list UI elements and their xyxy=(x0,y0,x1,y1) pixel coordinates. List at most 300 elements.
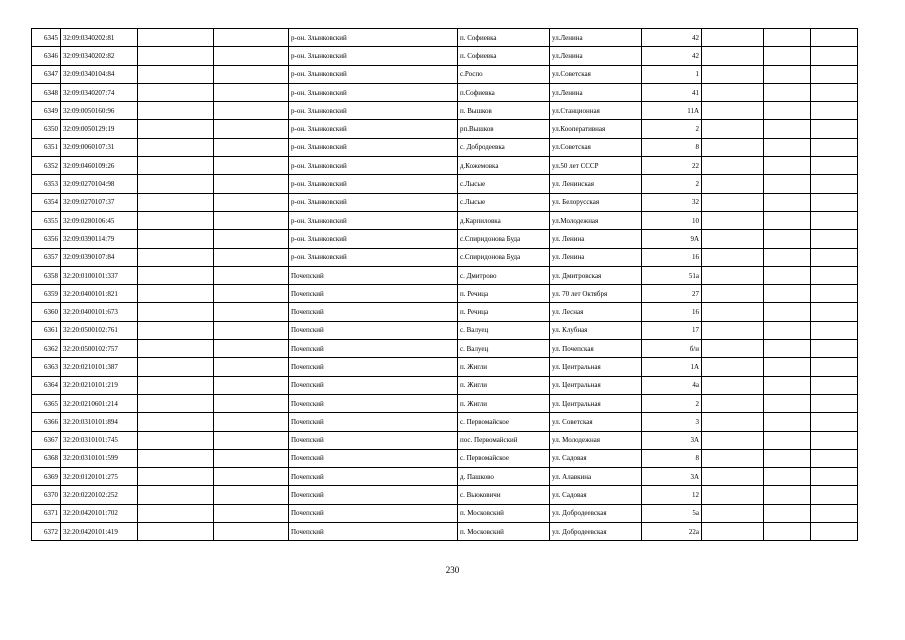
empty-cell xyxy=(702,449,764,467)
empty-cell xyxy=(702,230,764,248)
cadastral-number-cell: 32:20:0100101:337 xyxy=(61,266,138,284)
table-row xyxy=(32,449,858,467)
empty-cell xyxy=(214,376,289,394)
empty-cell xyxy=(138,230,214,248)
table-row xyxy=(32,413,858,431)
empty-cell xyxy=(138,486,214,504)
empty-cell xyxy=(138,468,214,486)
cadastral-number-cell: 32:20:0310101:745 xyxy=(61,431,138,449)
row-number-cell: 6355 xyxy=(32,211,61,229)
empty-cell xyxy=(764,157,811,175)
empty-cell xyxy=(811,248,858,266)
empty-cell xyxy=(702,65,764,83)
house-number-cell: 2 xyxy=(642,175,702,193)
empty-cell xyxy=(214,394,289,412)
empty-cell xyxy=(138,303,214,321)
table-row xyxy=(32,248,858,266)
house-number-cell: 51а xyxy=(642,266,702,284)
empty-cell xyxy=(764,193,811,211)
cadastral-number-cell: 32:20:0310101:599 xyxy=(61,449,138,467)
empty-cell xyxy=(138,248,214,266)
empty-cell xyxy=(214,83,289,101)
empty-cell xyxy=(138,211,214,229)
locality-cell: п. Речица xyxy=(458,285,550,303)
locality-cell: д.Кожемовка xyxy=(458,157,550,175)
empty-cell xyxy=(811,468,858,486)
district-cell: р-он. Злынковский xyxy=(289,193,458,211)
cadastral-number-cell: 32:20:0420101:419 xyxy=(61,523,138,541)
street-cell: ул. Добродеевская xyxy=(550,523,642,541)
table-row xyxy=(32,431,858,449)
empty-cell xyxy=(702,248,764,266)
empty-cell xyxy=(811,175,858,193)
locality-cell: п. Жигли xyxy=(458,358,550,376)
cadastral-number-cell: 32:09:0340207:74 xyxy=(61,83,138,101)
registry-table xyxy=(31,28,858,541)
empty-cell xyxy=(702,29,764,47)
street-cell: ул.Ленина xyxy=(550,83,642,101)
row-number-cell: 6347 xyxy=(32,65,61,83)
cadastral-number-cell: 32:20:0500102:761 xyxy=(61,321,138,339)
cadastral-number-cell: 32:09:0390114:79 xyxy=(61,230,138,248)
locality-cell: с. Первомайское xyxy=(458,449,550,467)
empty-cell xyxy=(764,376,811,394)
house-number-cell: 4а xyxy=(642,376,702,394)
street-cell: ул. Ленинская xyxy=(550,175,642,193)
district-cell: Почепский xyxy=(289,376,458,394)
empty-cell xyxy=(214,266,289,284)
empty-cell xyxy=(214,102,289,120)
district-cell: Почепский xyxy=(289,486,458,504)
locality-cell: рп.Вышков xyxy=(458,120,550,138)
cadastral-number-cell: 32:20:0420101:702 xyxy=(61,504,138,522)
table-row xyxy=(32,83,858,101)
empty-cell xyxy=(702,47,764,65)
empty-cell xyxy=(764,523,811,541)
empty-cell xyxy=(764,431,811,449)
cadastral-number-cell: 32:09:0280106:45 xyxy=(61,211,138,229)
street-cell: ул.Советская xyxy=(550,65,642,83)
cadastral-number-cell: 32:09:0460109:26 xyxy=(61,157,138,175)
district-cell: р-он. Злынковский xyxy=(289,175,458,193)
empty-cell xyxy=(702,376,764,394)
table-row xyxy=(32,266,858,284)
street-cell: ул. Садовая xyxy=(550,449,642,467)
empty-cell xyxy=(764,266,811,284)
table-row xyxy=(32,321,858,339)
house-number-cell: 8 xyxy=(642,138,702,156)
empty-cell xyxy=(214,504,289,522)
locality-cell: п. Московский xyxy=(458,504,550,522)
cadastral-number-cell: 32:09:0390107:84 xyxy=(61,248,138,266)
row-number-cell: 6361 xyxy=(32,321,61,339)
empty-cell xyxy=(214,285,289,303)
district-cell: Почепский xyxy=(289,340,458,358)
district-cell: Почепский xyxy=(289,303,458,321)
house-number-cell: 42 xyxy=(642,47,702,65)
table-row xyxy=(32,47,858,65)
house-number-cell: 16 xyxy=(642,303,702,321)
row-number-cell: 6369 xyxy=(32,468,61,486)
locality-cell: с.Лысые xyxy=(458,175,550,193)
empty-cell xyxy=(214,65,289,83)
street-cell: ул.Ленина xyxy=(550,29,642,47)
locality-cell: п. Вышков xyxy=(458,102,550,120)
street-cell: ул. Дмитровская xyxy=(550,266,642,284)
empty-cell xyxy=(138,157,214,175)
street-cell: ул. Садовая xyxy=(550,486,642,504)
empty-cell xyxy=(811,211,858,229)
cadastral-number-cell: 32:09:0340202:82 xyxy=(61,47,138,65)
district-cell: р-он. Злынковский xyxy=(289,83,458,101)
cadastral-number-cell: 32:20:0210101:219 xyxy=(61,376,138,394)
empty-cell xyxy=(214,230,289,248)
empty-cell xyxy=(811,157,858,175)
empty-cell xyxy=(214,211,289,229)
street-cell: ул.Советская xyxy=(550,138,642,156)
empty-cell xyxy=(811,230,858,248)
empty-cell xyxy=(702,211,764,229)
row-number-cell: 6360 xyxy=(32,303,61,321)
row-number-cell: 6354 xyxy=(32,193,61,211)
house-number-cell: 22а xyxy=(642,523,702,541)
row-number-cell: 6364 xyxy=(32,376,61,394)
district-cell: Почепский xyxy=(289,285,458,303)
empty-cell xyxy=(764,285,811,303)
empty-cell xyxy=(764,138,811,156)
district-cell: Почепский xyxy=(289,431,458,449)
district-cell: Почепский xyxy=(289,523,458,541)
empty-cell xyxy=(811,413,858,431)
empty-cell xyxy=(214,358,289,376)
district-cell: Почепский xyxy=(289,394,458,412)
empty-cell xyxy=(811,523,858,541)
row-number-cell: 6363 xyxy=(32,358,61,376)
row-number-cell: 6365 xyxy=(32,394,61,412)
empty-cell xyxy=(138,83,214,101)
cadastral-number-cell: 32:20:0210101:387 xyxy=(61,358,138,376)
empty-cell xyxy=(764,248,811,266)
street-cell: ул. Центральная xyxy=(550,376,642,394)
empty-cell xyxy=(764,29,811,47)
empty-cell xyxy=(811,65,858,83)
cadastral-number-cell: 32:20:0120101:275 xyxy=(61,468,138,486)
table-row xyxy=(32,504,858,522)
locality-cell: с. Первомайское xyxy=(458,413,550,431)
locality-cell: п. Речица xyxy=(458,303,550,321)
empty-cell xyxy=(811,394,858,412)
empty-cell xyxy=(138,120,214,138)
empty-cell xyxy=(764,504,811,522)
table-row xyxy=(32,211,858,229)
district-cell: р-он. Злынковский xyxy=(289,65,458,83)
row-number-cell: 6371 xyxy=(32,504,61,522)
empty-cell xyxy=(214,431,289,449)
house-number-cell: 2 xyxy=(642,394,702,412)
empty-cell xyxy=(702,303,764,321)
row-number-cell: 6346 xyxy=(32,47,61,65)
empty-cell xyxy=(811,285,858,303)
district-cell: р-он. Злынковский xyxy=(289,138,458,156)
empty-cell xyxy=(138,138,214,156)
cadastral-number-cell: 32:20:0500102:757 xyxy=(61,340,138,358)
row-number-cell: 6359 xyxy=(32,285,61,303)
empty-cell xyxy=(811,303,858,321)
cadastral-number-cell: 32:09:0050129:19 xyxy=(61,120,138,138)
empty-cell xyxy=(138,358,214,376)
empty-cell xyxy=(811,120,858,138)
empty-cell xyxy=(764,413,811,431)
row-number-cell: 6349 xyxy=(32,102,61,120)
empty-cell xyxy=(138,285,214,303)
district-cell: Почепский xyxy=(289,468,458,486)
empty-cell xyxy=(214,303,289,321)
empty-cell xyxy=(764,358,811,376)
cadastral-number-cell: 32:09:0060107:31 xyxy=(61,138,138,156)
locality-cell: п.Софиевка xyxy=(458,83,550,101)
locality-cell: с. Вьюковичи xyxy=(458,486,550,504)
empty-cell xyxy=(811,431,858,449)
table-row xyxy=(32,102,858,120)
cadastral-number-cell: 32:20:0400101:821 xyxy=(61,285,138,303)
row-number-cell: 6345 xyxy=(32,29,61,47)
table-row xyxy=(32,376,858,394)
locality-cell: п. Софиевка xyxy=(458,47,550,65)
empty-cell xyxy=(702,340,764,358)
empty-cell xyxy=(214,29,289,47)
empty-cell xyxy=(702,523,764,541)
cadastral-number-cell: 32:20:0210601:214 xyxy=(61,394,138,412)
house-number-cell: 32 xyxy=(642,193,702,211)
row-number-cell: 6350 xyxy=(32,120,61,138)
district-cell: р-он. Злынковский xyxy=(289,157,458,175)
empty-cell xyxy=(764,211,811,229)
empty-cell xyxy=(702,102,764,120)
table-row xyxy=(32,29,858,47)
empty-cell xyxy=(702,486,764,504)
empty-cell xyxy=(764,449,811,467)
district-cell: Почепский xyxy=(289,504,458,522)
house-number-cell: 16 xyxy=(642,248,702,266)
empty-cell xyxy=(764,120,811,138)
empty-cell xyxy=(811,29,858,47)
empty-cell xyxy=(764,47,811,65)
empty-cell xyxy=(702,83,764,101)
empty-cell xyxy=(214,523,289,541)
row-number-cell: 6356 xyxy=(32,230,61,248)
house-number-cell: 41 xyxy=(642,83,702,101)
row-number-cell: 6358 xyxy=(32,266,61,284)
house-number-cell: 17 xyxy=(642,321,702,339)
empty-cell xyxy=(702,394,764,412)
house-number-cell: 11А xyxy=(642,102,702,120)
locality-cell: п. Софиевка xyxy=(458,29,550,47)
locality-cell: с. Валуец xyxy=(458,321,550,339)
empty-cell xyxy=(138,266,214,284)
cadastral-number-cell: 32:20:0400101:673 xyxy=(61,303,138,321)
empty-cell xyxy=(702,431,764,449)
row-number-cell: 6372 xyxy=(32,523,61,541)
empty-cell xyxy=(138,340,214,358)
house-number-cell: 1 xyxy=(642,65,702,83)
empty-cell xyxy=(138,193,214,211)
district-cell: Почепский xyxy=(289,449,458,467)
empty-cell xyxy=(214,468,289,486)
table-body xyxy=(32,29,858,541)
empty-cell xyxy=(138,65,214,83)
street-cell: ул.Кооперативная xyxy=(550,120,642,138)
locality-cell: с. Добродеевка xyxy=(458,138,550,156)
street-cell: ул. Ленина xyxy=(550,248,642,266)
empty-cell xyxy=(702,157,764,175)
district-cell: Почепский xyxy=(289,321,458,339)
empty-cell xyxy=(764,486,811,504)
house-number-cell: 2 xyxy=(642,120,702,138)
street-cell: ул. Центральная xyxy=(550,358,642,376)
empty-cell xyxy=(811,83,858,101)
empty-cell xyxy=(702,193,764,211)
house-number-cell: 3А xyxy=(642,468,702,486)
empty-cell xyxy=(811,102,858,120)
empty-cell xyxy=(214,175,289,193)
empty-cell xyxy=(214,193,289,211)
house-number-cell: 42 xyxy=(642,29,702,47)
locality-cell: с.Роспо xyxy=(458,65,550,83)
locality-cell: д. Пашково xyxy=(458,468,550,486)
district-cell: Почепский xyxy=(289,358,458,376)
locality-cell: с.Лысые xyxy=(458,193,550,211)
street-cell: ул. Почепская xyxy=(550,340,642,358)
locality-cell: п. Жигли xyxy=(458,394,550,412)
empty-cell xyxy=(214,413,289,431)
empty-cell xyxy=(214,120,289,138)
empty-cell xyxy=(214,47,289,65)
table-row xyxy=(32,193,858,211)
district-cell: Почепский xyxy=(289,413,458,431)
table-row xyxy=(32,138,858,156)
table-row xyxy=(32,394,858,412)
empty-cell xyxy=(138,413,214,431)
house-number-cell: 10 xyxy=(642,211,702,229)
district-cell: р-он. Злынковский xyxy=(289,211,458,229)
empty-cell xyxy=(702,138,764,156)
cadastral-number-cell: 32:09:0050160:96 xyxy=(61,102,138,120)
table-row xyxy=(32,486,858,504)
table-row xyxy=(32,285,858,303)
house-number-cell: 3А xyxy=(642,431,702,449)
empty-cell xyxy=(702,120,764,138)
empty-cell xyxy=(811,321,858,339)
empty-cell xyxy=(138,449,214,467)
empty-cell xyxy=(138,321,214,339)
locality-cell: с. Валуец xyxy=(458,340,550,358)
empty-cell xyxy=(811,449,858,467)
district-cell: р-он. Злынковский xyxy=(289,230,458,248)
table-row xyxy=(32,175,858,193)
district-cell: р-он. Злынковский xyxy=(289,120,458,138)
empty-cell xyxy=(138,376,214,394)
empty-cell xyxy=(764,321,811,339)
empty-cell xyxy=(811,486,858,504)
cadastral-number-cell: 32:09:0340104:84 xyxy=(61,65,138,83)
cadastral-number-cell: 32:20:0310101:894 xyxy=(61,413,138,431)
cadastral-number-cell: 32:09:0340202:81 xyxy=(61,29,138,47)
empty-cell xyxy=(214,138,289,156)
house-number-cell: 1А xyxy=(642,358,702,376)
table-row xyxy=(32,468,858,486)
street-cell: ул. Центральная xyxy=(550,394,642,412)
street-cell: ул.Станционная xyxy=(550,102,642,120)
table-row xyxy=(32,120,858,138)
cadastral-number-cell: 32:09:0270104:98 xyxy=(61,175,138,193)
empty-cell xyxy=(811,504,858,522)
row-number-cell: 6352 xyxy=(32,157,61,175)
locality-cell: с.Спиридонова Буда xyxy=(458,248,550,266)
street-cell: ул. Клубная xyxy=(550,321,642,339)
empty-cell xyxy=(214,486,289,504)
empty-cell xyxy=(811,358,858,376)
empty-cell xyxy=(811,138,858,156)
house-number-cell: 3 xyxy=(642,413,702,431)
house-number-cell: 27 xyxy=(642,285,702,303)
street-cell: ул.Молодежная xyxy=(550,211,642,229)
empty-cell xyxy=(764,175,811,193)
house-number-cell: 12 xyxy=(642,486,702,504)
house-number-cell: б/н xyxy=(642,340,702,358)
empty-cell xyxy=(138,47,214,65)
district-cell: р-он. Злынковский xyxy=(289,29,458,47)
empty-cell xyxy=(138,29,214,47)
street-cell: ул. 70 лет Октября xyxy=(550,285,642,303)
empty-cell xyxy=(702,285,764,303)
empty-cell xyxy=(214,248,289,266)
empty-cell xyxy=(702,504,764,522)
locality-cell: п. Московский xyxy=(458,523,550,541)
empty-cell xyxy=(138,102,214,120)
street-cell: ул.Ленина xyxy=(550,47,642,65)
district-cell: р-он. Злынковский xyxy=(289,248,458,266)
empty-cell xyxy=(214,157,289,175)
empty-cell xyxy=(138,394,214,412)
locality-cell: с.Спиридонова Буда xyxy=(458,230,550,248)
table-row xyxy=(32,358,858,376)
empty-cell xyxy=(764,303,811,321)
street-cell: ул. Белорусская xyxy=(550,193,642,211)
street-cell: ул. Ленина xyxy=(550,230,642,248)
locality-cell: пос. Первомайский xyxy=(458,431,550,449)
empty-cell xyxy=(764,83,811,101)
house-number-cell: 8 xyxy=(642,449,702,467)
empty-cell xyxy=(138,504,214,522)
empty-cell xyxy=(764,102,811,120)
empty-cell xyxy=(811,193,858,211)
locality-cell: д.Карпиловка xyxy=(458,211,550,229)
row-number-cell: 6368 xyxy=(32,449,61,467)
empty-cell xyxy=(764,65,811,83)
row-number-cell: 6348 xyxy=(32,83,61,101)
empty-cell xyxy=(214,449,289,467)
empty-cell xyxy=(138,175,214,193)
empty-cell xyxy=(702,413,764,431)
house-number-cell: 22 xyxy=(642,157,702,175)
district-cell: р-он. Злынковский xyxy=(289,102,458,120)
empty-cell xyxy=(764,468,811,486)
empty-cell xyxy=(138,431,214,449)
table-row xyxy=(32,65,858,83)
table-row xyxy=(32,230,858,248)
empty-cell xyxy=(702,358,764,376)
empty-cell xyxy=(214,340,289,358)
